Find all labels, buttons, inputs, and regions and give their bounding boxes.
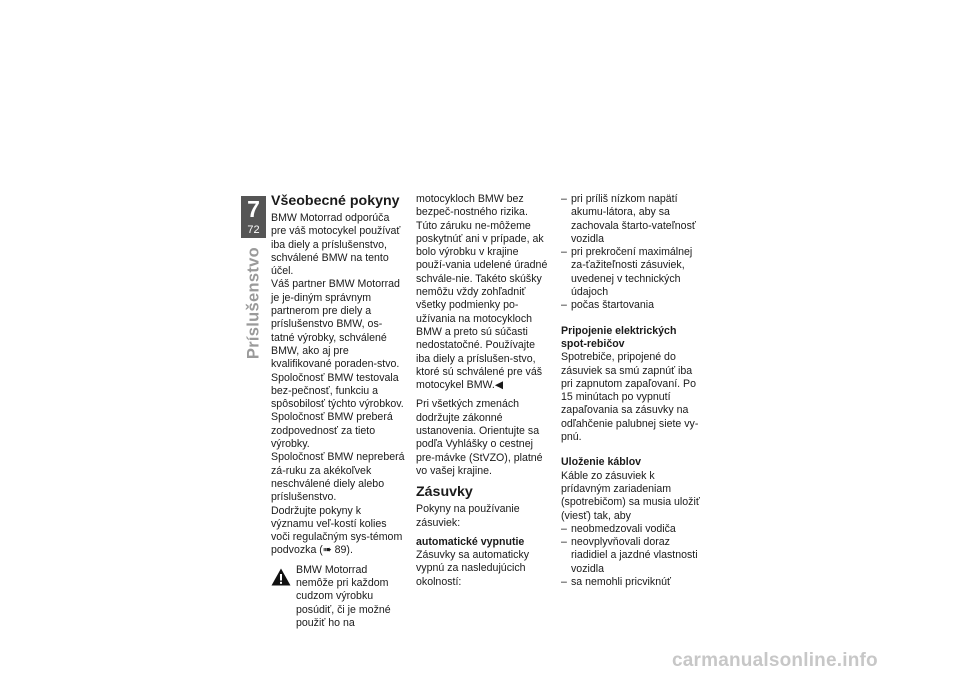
paragraph: Spotrebiče, pripojené do zásuviek sa smú zapnúť iba pri zapnutom zapaľovaní. Po 15 minútach po vypnutí zapaľovania sa zásuvky na odľahčenie palubnej siete vy-pnú. — [561, 351, 699, 444]
list-item: – neobmedzovali vodiča — [561, 522, 676, 535]
list-item: – pri prekročení maximálnej za-ťažiteľnosti zásuviek, uvedenej v technických údajoch — [561, 246, 693, 299]
column-2 — [416, 193, 550, 589]
list-cable-requirements — [561, 523, 701, 589]
list-item: – sa nemohli pricviknúť — [561, 576, 671, 589]
paragraph: Spoločnosť BMW testovala bez-pečnosť, funkciu a spôsobilosť týchto výrobkov. Spoločnosť BMW preberá zodpovednosť za tieto výrobky. — [271, 371, 404, 451]
paragraph: Spoločnosť BMW nepreberá zá-ruku za akékoľvek neschválené diely alebo príslušenstvo. — [271, 451, 405, 504]
column-3 — [561, 193, 701, 589]
column-1 — [271, 193, 405, 630]
list-item: – pri príliš nízkom napätí akumu-látora, aby sa zachovala štarto-vateľnosť vozidla — [561, 193, 696, 245]
warning-block — [271, 564, 405, 630]
paragraph: Dodržujte pokyny k významu veľ-kostí kolies voči regulačným sys-témom podvozka (➠ 89). — [271, 504, 403, 557]
paragraph: Káble zo zásuviek k prídavným zariadeniam (spotrebičom) sa musia uložiť (viesť) tak, aby — [561, 469, 700, 522]
list-item: – počas štartovania — [561, 299, 655, 312]
paragraph: Zásuvky sa automaticky vypnú za nasledujúcich okolností: — [416, 549, 530, 588]
heading-cable-routing: Uloženie káblov — [561, 456, 642, 469]
page-number: 72 — [247, 224, 260, 236]
heading-general-notes: Všeobecné pokyny — [271, 193, 400, 209]
paragraph: Pri všetkých zmenách dodržujte zákonné ustanovenia. Orientujte sa podľa Vyhlášky o cestnej pre-mávke (StVZO), platné vo vašej krajine. — [416, 398, 543, 477]
list-shutoff-conditions — [561, 193, 701, 313]
heading-connecting-consumers: Pripojenie elektrických spot-rebičov — [561, 324, 677, 350]
subheading-auto-off: automatické vypnutie — [416, 535, 525, 548]
list-item: – neovplyvňovali doraz riadidiel a jazdné vlastnosti vozidla — [561, 536, 698, 575]
paragraph: motocykloch BMW bez bezpeč-nostného rizika. Túto záruku ne-môžeme poskytnúť ani v prípade, ak bolo výrobku v krajine použí-vania udelené úradné schvále-nie. Takéto skúšky nemôžu vždy zohľadniť všetky podmienky po-užívania na motocykloch BMW a preto sú súčasti nedostatočné. Používajte iba diely a príslušen-stvo, ktoré sú schválené pre váš motocykel BMW.◀ — [416, 193, 548, 392]
paragraph: BMW Motorrad odporúča pre váš motocykel používať iba diely a príslušenstvo, schválené BMW na tento účel. — [271, 212, 401, 278]
warning-text: BMW Motorrad nemôže pri každom cudzom výrobku posúdiť, či je možné použiť ho na — [296, 563, 391, 629]
chapter-number: 7 — [247, 196, 260, 222]
watermark: carmanualsonline.info — [672, 650, 878, 671]
chapter-title: Príslušenstvo — [244, 247, 263, 360]
warning-triangle-icon — [271, 568, 291, 586]
heading-sockets: Zásuvky — [416, 484, 473, 501]
paragraph: Váš partner BMW Motorrad je je-diným správnym partnerom pre diely a príslušenstvo BMW, os-tatné výrobky, schválené BMW, ako aj pre kvalifikované poraden-stvo. — [271, 278, 400, 371]
paragraph: Pokyny na používanie zásuviek: — [416, 503, 520, 529]
